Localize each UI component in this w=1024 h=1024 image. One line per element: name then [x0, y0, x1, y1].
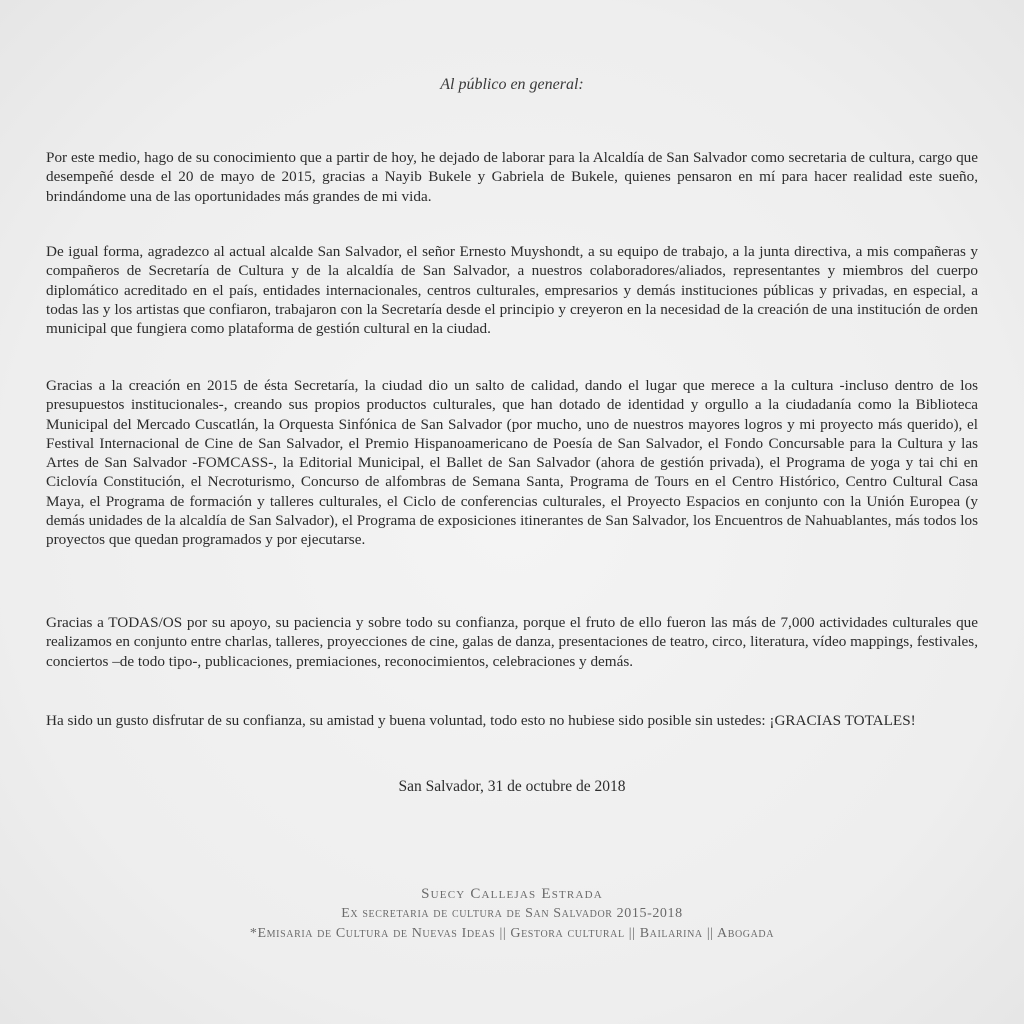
- paragraph-closing: Ha sido un gusto disfrutar de su confianza, su amistad y buena voluntad, todo esto no hubiese sido posible sin ustedes: ¡GRACIAS TOTALES!: [46, 712, 916, 729]
- paragraph-resignation: Por este medio, hago de su conocimiento que a partir de hoy, he dejado de laborar para la Alcaldía de San Salvador como secretaria de cultura, cargo que desempeñé desde el 20 de mayo de 2015, gracias a Nayib Bukele y Gabriela de Bukele, quienes pensaron en mí para hacer realidad este sueño, brindándome una de las oportunidades más grandes de mi vida.: [46, 149, 978, 205]
- signature-tags: *Emisaria de Cultura de Nuevas Ideas || Gestora cultural || Bailarina || Abogada: [249, 926, 775, 941]
- salutation: Al público en general:: [440, 76, 584, 93]
- paragraph-thanks: Gracias a TODAS/OS por su apoyo, su paciencia y sobre todo su confianza, porque el fruto de ello fueron las más de 7,000 actividades culturales que realizamos en conjunto entre charlas, talleres, proyecciones de cine, galas de danza, presentaciones de teatro, circo, literatura, vídeo mappings, festivales, conciertos –de todo tipo-, publicaciones, premiaciones, reconocimientos, celebraciones y demás.: [46, 614, 978, 670]
- signature-role: Ex secretaria de cultura de San Salvador 2015-2018: [341, 906, 683, 921]
- paragraph-acknowledgements: De igual forma, agradezco al actual alcalde San Salvador, el señor Ernesto Muyshondt, a su equipo de trabajo, a la junta directiva, a mis compañeras y compañeros de Secretaría de Cultura y de la alcaldía de San Salvador, a nuestros colaboradores/aliados, representantes y miembros del cuerpo diplomático acreditado en el país, entidades internacionales, centros culturales, empresarios y demás instituciones públicas y privadas, en especial, a todas las y los artistas que confiaron, trabajaron con la Secretaría desde el principio y creyeron en la necesidad de la creación de una institución de orden municipal que fungiera como plataforma de gestión cultural en la ciudad.: [46, 243, 978, 338]
- dateline: San Salvador, 31 de octubre de 2018: [398, 778, 626, 795]
- paragraph-achievements: Gracias a la creación en 2015 de ésta Secretaría, la ciudad dio un salto de calidad, dando el lugar que merece a la cultura -incluso dentro de los presupuestos institucionales-, creando sus propios productos culturales, que han dotado de identidad y orgullo a la ciudadanía como la Biblioteca Municipal del Mercado Cuscatlán, la Orquesta Sinfónica de San Salvador (por mucho, uno de nuestros mayores logros y mi proyecto más querido), el Festival Internacional de Cine de San Salvador, el Premio Hispanoamericano de Poesía de San Salvador, el Fondo Concursable para la Cultura y las Artes de San Salvador -FOMCASS-, la Editorial Municipal, el Ballet de San Salvador (ahora de gestión privada), el Programa de yoga y tai chi en Ciclovía Constitución, el Necroturismo, Concurso de alfombras de Semana Santa, Programa de Tours en el Centro Histórico, Centro Cultural Casa Maya, el Programa de formación y talleres culturales, el Ciclo de conferencias culturales, el Proyecto Espacios en conjunto con la Unión Europea (y demás unidades de la alcaldía de San Salvador), el Programa de exposiciones itinerantes de San Salvador, los Encuentros de Nahuablantes, más todos los proyectos que quedan programados y por ejecutarse.: [46, 377, 978, 549]
- signature-name: Suecy Callejas Estrada: [421, 886, 603, 902]
